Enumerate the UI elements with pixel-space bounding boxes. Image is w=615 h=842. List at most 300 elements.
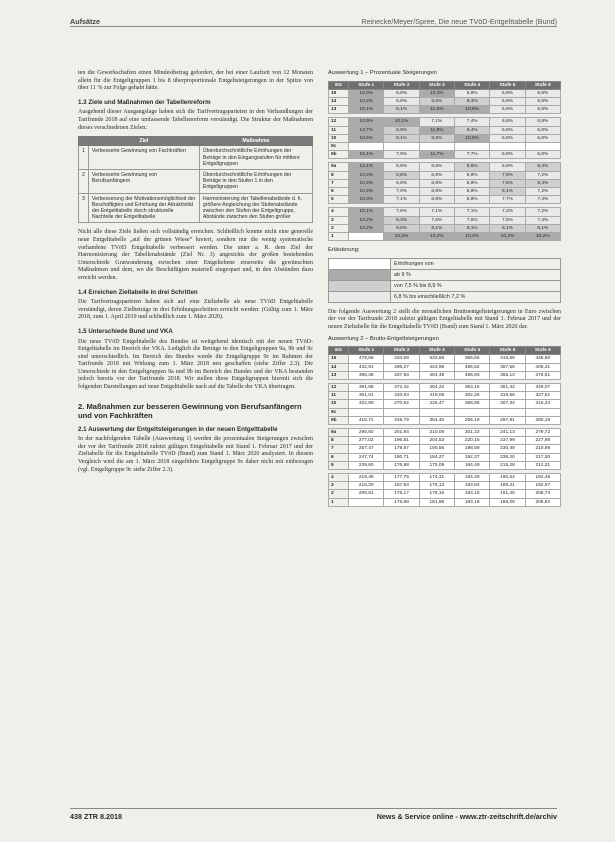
value-cell: 270,62 <box>384 400 419 408</box>
value-cell: 7,4% <box>525 196 560 204</box>
column-header: Stufe 3 <box>419 81 454 89</box>
value-cell: 237,99 <box>490 437 525 445</box>
table-row <box>329 437 561 445</box>
value-cell: 188,08 <box>490 498 525 506</box>
legend-row <box>329 258 561 269</box>
eg-cell: 9b <box>329 151 349 159</box>
column-header: EG <box>329 81 349 89</box>
table-row <box>329 106 561 114</box>
value-cell: 279,72 <box>525 429 560 437</box>
eg-cell: 9a <box>329 429 349 437</box>
value-cell: 8,6% <box>384 171 419 179</box>
legend-text: von 7,5 % bis 8,9 % <box>391 280 561 291</box>
table-header-row <box>329 81 561 89</box>
value-cell: 8,3% <box>384 216 419 224</box>
value-cell <box>525 143 560 151</box>
value-cell: 177,75 <box>384 474 419 482</box>
percent-increase-table <box>328 81 561 242</box>
value-cell: 307,34 <box>490 400 525 408</box>
left-column <box>78 70 313 478</box>
value-cell: 334,58 <box>384 355 419 363</box>
value-cell: 190,56 <box>419 445 454 453</box>
heading-2: 2. Maßnahmen zur besseren Gewinnung von Berufsanfängern und von Fachkräften <box>78 401 302 420</box>
euro-increase-table <box>328 346 561 507</box>
value-cell: 194,45 <box>525 474 560 482</box>
goals-massnahme: Überdurchschnittliche Erhöhungen der Beträge in den Stufen 1 in den Entgeltgruppen <box>199 169 312 193</box>
value-cell: 6,8% <box>419 163 454 171</box>
value-cell: 10,2% <box>349 224 384 232</box>
value-cell: 217,30 <box>525 453 560 461</box>
value-cell: 180,71 <box>384 453 419 461</box>
heading-1-4: 1.4 Erreichen Zieltabelle in drei Schritten <box>78 288 198 296</box>
running-header <box>70 12 557 27</box>
value-cell: 6,8% <box>419 188 454 196</box>
value-cell: 405,31 <box>525 363 560 371</box>
value-cell: 10,8% <box>455 134 490 142</box>
value-cell: 7,6% <box>419 216 454 224</box>
value-cell: 10,7% <box>349 126 384 134</box>
goals-row <box>79 146 313 170</box>
table-row <box>329 134 561 142</box>
value-cell: 10,8% <box>455 106 490 114</box>
value-cell <box>455 408 490 416</box>
value-cell: 184,27 <box>419 453 454 461</box>
value-cell: 15,1% <box>349 151 384 159</box>
value-cell: 216,20 <box>349 482 384 490</box>
eg-cell: 13 <box>329 371 349 379</box>
legend-text: Erhöhungen von <box>391 258 561 269</box>
legend-swatch <box>329 280 391 291</box>
value-cell: 6,8% <box>525 126 560 134</box>
value-cell: 6,8% <box>525 89 560 97</box>
value-cell: 10,4% <box>349 179 384 187</box>
eg-cell: 6 <box>329 453 349 461</box>
value-cell: 10,6% <box>349 134 384 142</box>
table-row <box>329 400 561 408</box>
value-cell: 416,71 <box>349 416 384 424</box>
column-header: Stufe 4 <box>455 81 490 89</box>
table-row <box>329 163 561 171</box>
value-cell: 212,31 <box>525 461 560 469</box>
value-cell: 7,4% <box>525 216 560 224</box>
value-cell: 187,93 <box>384 482 419 490</box>
column-header: Stufe 5 <box>490 81 525 89</box>
value-cell: 8,8% <box>384 126 419 134</box>
value-cell: 8,4% <box>525 163 560 171</box>
value-cell: 192,37 <box>455 453 490 461</box>
value-cell: 204,53 <box>419 437 454 445</box>
value-cell: 10,0% <box>349 89 384 97</box>
goals-header-num <box>79 137 89 146</box>
column-header: Stufe 5 <box>490 347 525 355</box>
value-cell: 10,2% <box>349 98 384 106</box>
value-cell: 353,15 <box>455 384 490 392</box>
eg-cell: 1 <box>329 498 349 506</box>
value-cell: 277,02 <box>349 437 384 445</box>
eg-cell: 13 <box>329 106 349 114</box>
value-cell: 6,8% <box>455 196 490 204</box>
table-row <box>329 416 561 424</box>
paragraph-2-1: In der nachfolgenden Tabelle (Auswertung 1) werden die prozentualen Steigerungen zwischen der vor der Tarifrunde 2018 zuletzt gültigen Entgelttabelle mit Stand 1. Februar 2017 und der Zieltabelle für die Entgelttabelle TVöD (Bund) zum Stand 1. März 2020 analysiert. In diesem Vergleich wird die am 1. März 2018 eingeführte Entgeltgruppe 9c daher nicht mit einbezogen (vgl. Entgeltgruppe 9c siehe Ziffer 2.3). <box>78 436 313 473</box>
value-cell: 415,66 <box>490 355 525 363</box>
table-row <box>329 498 561 506</box>
value-cell: 372,42 <box>384 384 419 392</box>
paragraph-after-goals: Nicht alle diese Ziele ließen sich vollständig erreichen. Schließlich konnte nicht eine generelle neue Entgelttabelle „auf der grünen Wiese“ kreiert, sondern nur die wenig systematische vorhandene TVöD Entgelttabelle verbessert werden. Die unter a. R. dem Ziel der Harmonisierung der Tabellenabstände (Ziel Nr. 3) angesichts der großen bestehenden Unterschiede Gratwanderung zwischen einer Entgeltebene einerseits die gewünschten Maßnahmen und dem, wo die Beschäftigten materiell eingespart und, in den Abständen dazu erreicht werden. <box>78 229 313 281</box>
value-cell: 210,09 <box>419 429 454 437</box>
value-cell: 7,4% <box>455 118 490 126</box>
value-cell: 198,59 <box>455 445 490 453</box>
value-cell: 419,06 <box>419 392 454 400</box>
legend-swatch <box>329 258 391 269</box>
legend-row <box>329 291 561 302</box>
table-row <box>329 474 561 482</box>
value-cell: 387,55 <box>490 363 525 371</box>
eg-cell: 11 <box>329 392 349 400</box>
value-cell: 7,7% <box>455 151 490 159</box>
value-cell: 424,96 <box>419 363 454 371</box>
value-cell: 361,01 <box>349 392 384 400</box>
value-cell: 8,1% <box>490 224 525 232</box>
goals-massnahme: Harmonisierung der Tabellenabstände d. h. größere Angleichung der Stufenabstände zwischen den Stufen der Entgeltgruppe, Abstände zwischen den Stufen größer <box>199 193 312 223</box>
value-cell: 7,9% <box>384 151 419 159</box>
value-cell: 10,2% <box>525 233 560 241</box>
value-cell: 296,27 <box>384 363 419 371</box>
eg-cell: 4 <box>329 208 349 216</box>
table-row <box>329 179 561 187</box>
value-cell: 191,45 <box>490 490 525 498</box>
running-footer <box>70 808 557 821</box>
value-cell: 6,8% <box>455 188 490 196</box>
table-row <box>329 482 561 490</box>
value-cell: 6,8% <box>490 98 525 106</box>
value-cell: 6,8% <box>419 179 454 187</box>
eg-cell: 5 <box>329 196 349 204</box>
value-cell: 375,61 <box>525 371 560 379</box>
journal-url: News & Service online - www.ztr-zeitschrift.de/archiv <box>376 812 557 821</box>
column-header: Stufe 3 <box>419 347 454 355</box>
value-cell: 264,22 <box>419 384 454 392</box>
table2-caption: Auswertung 2 – Brutto-Entgeltsteigerungen <box>328 335 439 342</box>
column-header: Stufe 4 <box>455 347 490 355</box>
value-cell: 6,8% <box>490 151 525 159</box>
column-header: EG <box>329 347 349 355</box>
value-cell: 484,49 <box>419 371 454 379</box>
table-row <box>329 445 561 453</box>
value-cell: 6,8% <box>525 151 560 159</box>
table-row <box>329 461 561 469</box>
value-cell: 12,1% <box>349 163 384 171</box>
value-cell: 178,16 <box>419 490 454 498</box>
value-cell: 10,2% <box>419 233 454 241</box>
table-row <box>329 126 561 134</box>
value-cell: 10,4% <box>349 188 384 196</box>
eg-cell: 9c <box>329 143 349 151</box>
value-cell: 7,8% <box>490 179 525 187</box>
value-cell: 6,8% <box>490 163 525 171</box>
value-cell <box>419 143 454 151</box>
table-row <box>329 371 561 379</box>
value-cell: 183,84 <box>455 482 490 490</box>
value-cell: 533,68 <box>419 355 454 363</box>
value-cell: 6,8% <box>525 118 560 126</box>
eg-cell: 1 <box>329 233 349 241</box>
paragraph-1-5: Die neue TVöD Entgelttabelle des Bundes ist weitgehend identisch mit der neuen TVöD-Entgelttabelle im Bereich der VKA. Lediglich die Beträge in den Entgeltgruppen 9a, 9b und 9c sind unterschiedlich. Im Bereich des Bundes wurde die Entgeltgruppe 9c im Rahmen der Tarifrunde 2018 mit Wirkung zum 1. März 2018 neu geschaffen (siehe Ziffer 2.3). Die Unterschiede in den Entgeltgruppen 9a und 9b im Bereich des Bundes und der VKA bestanden jedoch bereits vor der Tarifrunde 2018. Wir stellen diese Entgeltgruppen hiermit sich die folgenden Darstellungen auf neue Entgelttabelle nach auf die Tabelle der VKA übertragen. <box>78 338 313 391</box>
column-header: Stufe 6 <box>525 347 560 355</box>
value-cell: 7,2% <box>525 208 560 216</box>
value-cell: 322,90 <box>349 400 384 408</box>
value-cell <box>490 408 525 416</box>
value-cell <box>525 408 560 416</box>
value-cell: 8,1% <box>455 224 490 232</box>
value-cell: 7,6% <box>384 208 419 216</box>
value-cell: 178,88 <box>384 498 419 506</box>
value-cell: 11,7% <box>419 151 454 159</box>
table-row <box>329 118 561 126</box>
value-cell: 7,1% <box>419 208 454 216</box>
table-row <box>329 98 561 106</box>
goals-ziel: Verbesserung der Motivationsmöglichkeit der Beschäftigten und Erhöhung der Attraktivität der Entgelttabelle durch strukturelle Nachteile der Entgelttabelle <box>88 193 199 223</box>
value-cell: 6,8% <box>455 171 490 179</box>
table-row <box>329 233 561 241</box>
goals-header-ziel: Ziel <box>88 137 199 146</box>
value-cell: 247,74 <box>349 453 384 461</box>
value-cell <box>349 498 384 506</box>
value-cell: 351,32 <box>490 384 525 392</box>
eg-cell: 6 <box>329 188 349 196</box>
value-cell: 391,98 <box>349 384 384 392</box>
value-cell: 6,8% <box>490 89 525 97</box>
value-cell: 6,8% <box>525 106 560 114</box>
goals-row <box>79 169 313 193</box>
value-cell: 349,07 <box>525 384 560 392</box>
value-cell: 7,8% <box>490 171 525 179</box>
table1-caption: Auswertung 1 – Prozentuale Steigerungen <box>328 70 437 76</box>
value-cell: 396,36 <box>349 371 384 379</box>
value-cell: 189,21 <box>490 482 525 490</box>
intro-paragraph: ten die Gewerkschaften einen Mindestbetrag gefordert, der bei einer Laufzeit von 12 Monaten allein für die Entgeltgruppen 1 bis 8 überproportionale Entgeltsteigerungen in der Spitze von über 11 % zur Folge gehabt hätte. <box>78 70 313 92</box>
eg-cell: 2 <box>329 224 349 232</box>
eg-cell: 5 <box>329 461 349 469</box>
value-cell: 174,31 <box>419 474 454 482</box>
table-row <box>329 392 561 400</box>
table-row <box>329 196 561 204</box>
goals-table <box>78 136 313 223</box>
goals-num: 2 <box>79 169 89 193</box>
value-cell: 9,6% <box>455 163 490 171</box>
legend-text: ab 9 % <box>391 269 561 280</box>
value-cell: 465,93 <box>455 371 490 379</box>
table-row <box>329 188 561 196</box>
value-cell: 10,1% <box>349 106 384 114</box>
value-cell: 192,57 <box>525 482 560 490</box>
eg-cell: 9c <box>329 408 349 416</box>
goals-row <box>79 193 313 223</box>
eg-cell: 8 <box>329 437 349 445</box>
value-cell: 10,9% <box>349 118 384 126</box>
value-cell: 219,48 <box>349 474 384 482</box>
value-cell: 368,85 <box>455 400 490 408</box>
value-cell: 10,2% <box>490 233 525 241</box>
legend-title: Erläuterung: <box>328 247 360 254</box>
heading-1-3: 1.3 Ziele und Maßnahmen der Tabellenreform <box>78 98 211 106</box>
value-cell: 7,6% <box>455 216 490 224</box>
value-cell: 11,5% <box>419 106 454 114</box>
value-cell: 364,40 <box>419 416 454 424</box>
value-cell: 6,8% <box>384 98 419 106</box>
table-row <box>329 384 561 392</box>
value-cell: 210,99 <box>525 445 560 453</box>
value-cell: 7,0% <box>384 188 419 196</box>
eg-cell: 10 <box>329 134 349 142</box>
table-row <box>329 224 561 232</box>
value-cell: 7,1% <box>419 118 454 126</box>
eg-cell: 9a <box>329 163 349 171</box>
value-cell <box>349 143 384 151</box>
table-row <box>329 429 561 437</box>
legend-swatch <box>329 269 391 280</box>
eg-cell: 12 <box>329 384 349 392</box>
value-cell: 295,60 <box>349 429 384 437</box>
value-cell: 201,84 <box>384 429 419 437</box>
goals-header-massnahme: Maßnahme <box>199 137 312 146</box>
value-cell: 175,09 <box>419 461 454 469</box>
value-cell: 229,60 <box>349 461 384 469</box>
goals-ziel: Verbesserte Gewinnung von Fachkräften <box>88 146 199 170</box>
table-row <box>329 216 561 224</box>
value-cell <box>384 408 419 416</box>
value-cell <box>349 408 384 416</box>
goals-massnahme: Überdurchschnittliche Erhöhungen der Beträge in den Eingangsstufen für mittlere Entgeltgruppen <box>199 146 312 170</box>
eg-cell: 10 <box>329 400 349 408</box>
table-header-row <box>329 347 561 355</box>
value-cell: 10,2% <box>455 233 490 241</box>
value-cell: 215,28 <box>490 461 525 469</box>
value-cell: 10,1% <box>384 118 419 126</box>
value-cell: 8,1% <box>419 224 454 232</box>
value-cell: 6,8% <box>419 171 454 179</box>
goals-ziel: Verbesserte Gewinnung von Berufsanfängern <box>88 169 199 193</box>
value-cell: 7,2% <box>490 208 525 216</box>
value-cell: 206,82 <box>525 498 560 506</box>
column-header: Stufe 1 <box>349 347 384 355</box>
value-cell: 310,83 <box>384 392 419 400</box>
value-cell: 302,26 <box>455 392 490 400</box>
value-cell: 181,98 <box>419 498 454 506</box>
value-cell: 319,66 <box>490 392 525 400</box>
value-cell: 8,8% <box>419 134 454 142</box>
section-label: Aufsätze <box>70 17 100 26</box>
value-cell: 280,19 <box>525 416 560 424</box>
value-cell: 446,60 <box>525 355 560 363</box>
value-cell: 315,34 <box>525 400 560 408</box>
value-cell: 10,2% <box>384 233 419 241</box>
value-cell: 7,1% <box>455 208 490 216</box>
heading-2-1: 2.1 Auswertung der Entgeltsteigerungen in der neuen Entgelttabelle <box>78 425 278 433</box>
value-cell: 220,15 <box>455 437 490 445</box>
value-cell: 241,13 <box>490 429 525 437</box>
value-cell: 6,8% <box>490 126 525 134</box>
value-cell: 10,3% <box>419 89 454 97</box>
eg-cell: 4 <box>329 474 349 482</box>
value-cell: 8,4% <box>455 98 490 106</box>
value-cell: 11,9% <box>419 126 454 134</box>
eg-cell: 8 <box>329 171 349 179</box>
value-cell: 327,51 <box>525 392 560 400</box>
column-header: Stufe 6 <box>525 81 560 89</box>
value-cell: 267,81 <box>490 416 525 424</box>
paragraph-1-3: Ausgehend dieser Ausgangslage haben sich die Tarifvertragsparteien in den Verhandlungen der Tarifrunde 2018 auf eine umfassende Tabellenreform verständigt. Die Struktur der Maßnahmen dieses verschiedenen Zielen: <box>78 109 313 131</box>
value-cell: 6,8% <box>525 134 560 142</box>
value-cell: 8,1% <box>384 106 419 114</box>
legend-row <box>329 280 561 291</box>
value-cell: 10,1% <box>349 208 384 216</box>
value-cell: 8,4% <box>525 179 560 187</box>
value-cell: 365,13 <box>490 371 525 379</box>
value-cell: 6,8% <box>525 98 560 106</box>
eg-cell: 14 <box>329 98 349 106</box>
value-cell: 6,8% <box>384 89 419 97</box>
value-cell <box>490 143 525 151</box>
value-cell: 230,49 <box>490 445 525 453</box>
eg-cell: 2 <box>329 490 349 498</box>
table-row <box>329 208 561 216</box>
column-header: Stufe 2 <box>384 347 419 355</box>
value-cell: 7,7% <box>490 196 525 204</box>
value-cell: 184,49 <box>455 461 490 469</box>
value-cell: 301,33 <box>455 429 490 437</box>
column-header: Stufe 1 <box>349 81 384 89</box>
eg-cell: 7 <box>329 445 349 453</box>
value-cell: 257,47 <box>349 445 384 453</box>
page-number-issue: 438 ZTR 8.2018 <box>70 812 122 821</box>
value-cell: 6,8% <box>490 106 525 114</box>
eg-cell: 15 <box>329 355 349 363</box>
eg-cell: 7 <box>329 179 349 187</box>
table-row <box>329 490 561 498</box>
value-cell: 10,3% <box>349 196 384 204</box>
value-cell: 9,4% <box>455 126 490 134</box>
value-cell <box>349 233 384 241</box>
value-cell: 8,5% <box>419 98 454 106</box>
value-cell: 6,8% <box>455 179 490 187</box>
legend-row <box>329 269 561 280</box>
value-cell: 256,19 <box>455 416 490 424</box>
value-cell <box>455 143 490 151</box>
value-cell: 175,13 <box>419 482 454 490</box>
legend-table <box>328 258 561 303</box>
eg-cell: 14 <box>329 363 349 371</box>
value-cell: 183,18 <box>455 490 490 498</box>
table-row <box>329 355 561 363</box>
value-cell: 6,8% <box>490 118 525 126</box>
value-cell: 239,20 <box>490 453 525 461</box>
paragraph-table2: Die folgende Auswertung 2 stellt die monatlichen Bruttoentgeltsteigerungen in Euro zwischen der vor der Tarifrunde 2018 zuletzt gültigen Entgelttabelle mit Stand 1. Februar 2017 und der neuen Zieltabelle für die Entgelttabelle TVöD (Bund) zum Stand 1. März 2020 dar. <box>328 308 561 331</box>
value-cell: 337,93 <box>384 371 419 379</box>
value-cell: 8,1% <box>525 224 560 232</box>
value-cell: 183,18 <box>455 498 490 506</box>
goals-table-body <box>79 146 313 223</box>
value-cell: 190,64 <box>490 474 525 482</box>
column-header: Stufe 2 <box>384 81 419 89</box>
value-cell: 226,47 <box>419 400 454 408</box>
value-cell: 6,8% <box>490 134 525 142</box>
value-cell: 205,74 <box>525 490 560 498</box>
eg-cell: 3 <box>329 482 349 490</box>
value-cell: 10,2% <box>349 216 384 224</box>
value-cell: 179,87 <box>384 445 419 453</box>
table-row <box>329 453 561 461</box>
value-cell: 366,65 <box>455 355 490 363</box>
